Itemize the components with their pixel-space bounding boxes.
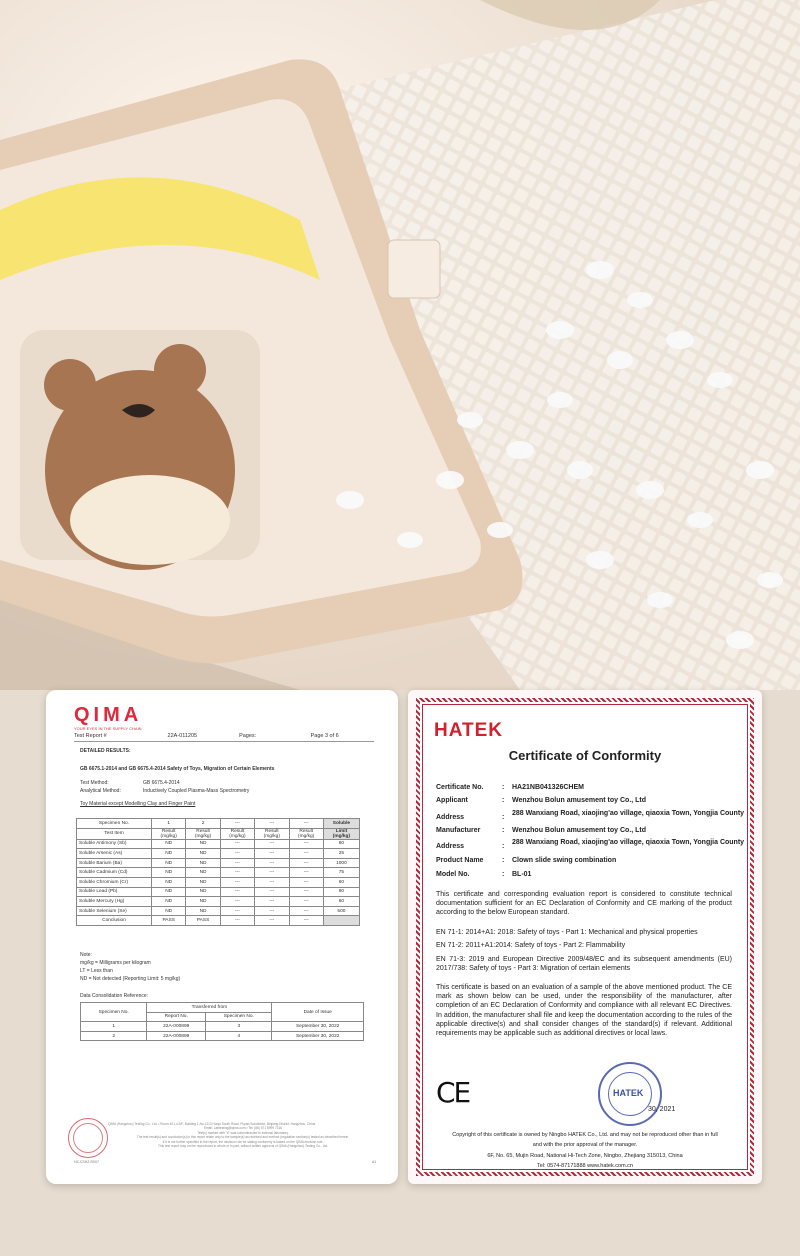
- result-cell: ---: [220, 887, 254, 897]
- result-cell: ND: [152, 877, 186, 887]
- footer-line: This test report may not be reproduced in whole or in part, without written approval of QIMA (Hangzhou) Testing Co., Ltd.: [157, 1144, 329, 1149]
- table-row: [77, 828, 360, 839]
- hatek-certificate: [408, 690, 762, 1184]
- result-label: Result: [265, 828, 279, 834]
- table-row: [77, 858, 360, 868]
- conclusion-cell: PASS: [186, 916, 220, 926]
- results-table: [76, 818, 360, 926]
- report-label: Test Report #: [74, 733, 107, 739]
- table-row: [77, 897, 360, 907]
- result-label: Result: [299, 828, 313, 834]
- limit-cell: 1000: [323, 858, 359, 868]
- form-code: HZ-CSHZ-R007: [74, 1160, 99, 1164]
- unit-label: (mg/kg): [263, 833, 280, 839]
- standard-line: EN 71-2: 2011+A1:2014: Safety of toys - Part 2: Flammability: [436, 942, 626, 949]
- table-row: [81, 1031, 364, 1041]
- field-colon: :: [502, 857, 505, 864]
- pages-label: Pages:: [239, 733, 257, 739]
- result-cell: ---: [255, 906, 289, 916]
- specimen-col: ---: [255, 819, 289, 829]
- detailed-results-heading: DETAILED RESULTS:: [80, 748, 131, 754]
- note-label: Note:: [80, 952, 92, 958]
- result-cell: ND: [152, 887, 186, 897]
- table-row: [81, 1003, 364, 1013]
- field-key: Model No.: [436, 871, 470, 878]
- result-cell: ---: [220, 849, 254, 859]
- test-item-header: Test Item: [77, 828, 152, 839]
- unit-label: (mg/kg): [298, 833, 315, 839]
- cons-cell: September 30, 2022: [272, 1022, 364, 1032]
- result-cell: ---: [255, 868, 289, 878]
- unit-label: (mg/kg): [229, 833, 246, 839]
- standard-title: GB 6675.1-2014 and GB 6675.4-2014 Safety of Toys, Migration of Certain Elements: [80, 766, 275, 772]
- unit-label: (mg/kg): [160, 833, 177, 839]
- result-cell: ---: [255, 897, 289, 907]
- result-cell: ND: [186, 868, 220, 878]
- limit-cell: 500: [323, 906, 359, 916]
- conclusion-cell: PASS: [152, 916, 186, 926]
- result-cell: ---: [220, 897, 254, 907]
- field-value: 288 Wanxiang Road, xiaojing'ao village, qiaoxia Town, Yongjia County: [512, 810, 745, 817]
- footer-line: Test(s) marked with "#" was subcontracted to external laboratory.: [197, 1130, 289, 1135]
- result-header: [186, 828, 220, 839]
- footer-line: Email: Labtesting@qima.com • Tel: (86) 571 8999 7316: [203, 1126, 282, 1131]
- result-cell: ---: [289, 877, 323, 887]
- field-colon: :: [502, 871, 505, 878]
- table-row: [77, 906, 360, 916]
- result-cell: ---: [255, 887, 289, 897]
- cons-cell: 22A-000899: [147, 1031, 206, 1041]
- result-cell: ND: [152, 906, 186, 916]
- page-code: A1: [372, 1160, 377, 1164]
- col-specimen: Specimen No.: [81, 1003, 147, 1022]
- field-colon: :: [502, 797, 505, 804]
- certificate-paragraph: This certificate is based on an evaluation of a sample of the above mentioned product. The CE mark as shown below can be used, under the responsibility of the manufacturer, after completion of an EC Declaration of Conformity and compliance with all relevant EC Directives. In addition, the manufacturer shall file and keep the documentation according to the rules of the applicable directive(s) and shall consider changes of the standard(s) if relevant. Additional requirements may be applicable such as additional directives or local laws.: [436, 984, 732, 1038]
- col-transferred: Transferred from: [147, 1003, 272, 1013]
- result-label: Result: [161, 828, 176, 834]
- field-value: HA21NB041326CHEM: [512, 784, 584, 791]
- result-cell: ---: [220, 868, 254, 878]
- test-item-cell: Soluble Lead (Pb): [77, 887, 152, 897]
- ce-mark: CE: [436, 1076, 470, 1109]
- test-method-label: Test Method:: [80, 780, 109, 786]
- result-cell: ---: [255, 839, 289, 849]
- certificate-title: Certificate of Conformity: [508, 748, 662, 763]
- limit-header: [323, 828, 359, 839]
- hatek-logo: HATEK: [434, 720, 504, 741]
- soluble-header: Soluble: [323, 819, 359, 829]
- result-cell: ND: [152, 897, 186, 907]
- qima-test-report: [46, 690, 398, 1184]
- table-row: [77, 839, 360, 849]
- specimen-col: 1: [152, 819, 186, 829]
- footer-line: Copyright of this certificate is owned by Ningbo HATEK Co., Ltd. and may not be reproduced other than in full: [452, 1132, 718, 1138]
- result-cell: ---: [289, 849, 323, 859]
- test-item-cell: Soluble Arsenic (As): [77, 849, 152, 859]
- table-row: [77, 916, 360, 926]
- specimen-col: ---: [289, 819, 323, 829]
- limit-cell: 60: [323, 897, 359, 907]
- field-value: BL-01: [512, 871, 532, 878]
- result-cell: ND: [186, 877, 220, 887]
- footer-line: QIMA (Hangzhou) Testing Co., Ltd. • Room 401,4-5/F, Building 1,No.1213 Huoju South Road, Puyan Subdistrict, Binjiang District, Hangzhou, China: [108, 1122, 316, 1126]
- table-row: [77, 877, 360, 887]
- conclusion-cell: ---: [289, 916, 323, 926]
- result-cell: ND: [152, 849, 186, 859]
- limit-cell: 75: [323, 868, 359, 878]
- report-header: [74, 733, 374, 742]
- report-number: 22A-011205: [167, 733, 198, 739]
- result-cell: ---: [220, 877, 254, 887]
- col-report: Report No.: [147, 1012, 206, 1022]
- result-cell: ---: [289, 868, 323, 878]
- result-cell: ---: [255, 849, 289, 859]
- analytical-method-value: Inductively Coupled Plasma-Mass Spectrometry: [143, 788, 250, 794]
- field-colon: :: [502, 827, 505, 834]
- certificate-paragraph: This certificate and corresponding evaluation report is considered to constitute technical documentation sufficient for an EC Declaration of Conformity and CE marking of the product according to the below European standard.: [436, 891, 732, 917]
- col-date: Date of Issue: [272, 1003, 364, 1022]
- result-header: [220, 828, 254, 839]
- field-key: Applicant: [436, 797, 468, 804]
- footer-line: 6F, No. 65, Mujin Road, National Hi-Tech Zone, Ningbo, Zhejiang 315013, China: [487, 1153, 683, 1159]
- issue-date: 30, 2021: [648, 1106, 676, 1113]
- result-cell: ND: [152, 868, 186, 878]
- stamp-text: HATEK: [613, 1088, 644, 1098]
- cons-cell: 22A-000899: [147, 1022, 206, 1032]
- specimen-col: 2: [186, 819, 220, 829]
- material-heading: Toy Material except Modelling Clay and Finger Paint: [80, 801, 196, 807]
- cons-cell: 1: [81, 1022, 147, 1032]
- result-cell: ---: [255, 877, 289, 887]
- result-cell: ND: [186, 906, 220, 916]
- result-cell: ND: [152, 839, 186, 849]
- qima-tagline: YOUR EYES IN THE SUPPLY CHAIN: [74, 726, 142, 731]
- field-value: 288 Wanxiang Road, xiaojing'ao village, qiaoxia Town, Yongjia County: [512, 839, 745, 846]
- field-colon: :: [502, 784, 505, 791]
- result-cell: ---: [289, 839, 323, 849]
- result-cell: ---: [220, 839, 254, 849]
- conclusion-cell: ---: [255, 916, 289, 926]
- footer-line: If it is not further specified in the report, the decision rule for stating conformity is based on the QIMA decision rule.: [162, 1139, 324, 1144]
- cons-cell: 4: [206, 1031, 272, 1041]
- report-footer: [108, 1122, 378, 1148]
- field-colon: :: [502, 843, 505, 850]
- qima-logo: QIMA: [74, 704, 143, 726]
- result-cell: ---: [220, 906, 254, 916]
- result-cell: ---: [289, 887, 323, 897]
- result-cell: ---: [289, 897, 323, 907]
- field-key: Product Name: [436, 857, 484, 864]
- field-colon: :: [502, 814, 505, 821]
- result-cell: ---: [289, 906, 323, 916]
- limit-cell: 60: [323, 839, 359, 849]
- result-cell: ND: [186, 887, 220, 897]
- consolidation-heading: Data Consolidation Reference:: [80, 993, 149, 999]
- cons-cell: 3: [206, 1022, 272, 1032]
- consolidation-table: [80, 1002, 364, 1041]
- result-cell: ND: [186, 849, 220, 859]
- col-specimen-2: Specimen No.: [206, 1012, 272, 1022]
- test-item-cell: Soluble Mercury (Hg): [77, 897, 152, 907]
- conclusion-limit-cell: [323, 916, 359, 926]
- field-value: Wenzhou Bolun amusement toy Co., Ltd: [512, 827, 647, 834]
- conclusion-label: Conclusion: [77, 916, 152, 926]
- test-item-cell: Soluble Barium (Ba): [77, 858, 152, 868]
- result-cell: ---: [220, 858, 254, 868]
- footer-line: The test result(s) and conclusion(s) in this report relate only to the sample(s) as received and method (regulation section(s) tested as described herein.: [136, 1135, 350, 1140]
- test-item-cell: Soluble Cadmium (Cd): [77, 868, 152, 878]
- specimen-header: Specimen No.: [77, 819, 152, 829]
- result-label: Result: [196, 828, 210, 834]
- conclusion-cell: ---: [220, 916, 254, 926]
- test-method-value: GB 6675.4-2014: [143, 780, 180, 786]
- result-cell: ---: [255, 858, 289, 868]
- table-row: [77, 868, 360, 878]
- limit-cell: 90: [323, 887, 359, 897]
- note-line: LT = Less than: [80, 968, 113, 974]
- footer-line: and with the prior approval of the manager.: [532, 1142, 638, 1148]
- red-seal-stamp: [68, 1118, 108, 1158]
- table-row: [77, 819, 360, 829]
- limit-cell: 60: [323, 877, 359, 887]
- table-row: [77, 887, 360, 897]
- cons-cell: September 30, 2022: [272, 1031, 364, 1041]
- limit-label: Limit: [335, 828, 348, 834]
- field-key: Address: [436, 843, 465, 850]
- field-key: Manufacturer: [436, 827, 481, 834]
- field-key: Address: [436, 814, 465, 821]
- table-row: [81, 1022, 364, 1032]
- standard-line: EN 71-3: 2019 and European Directive 2009/48/EC and its subsequent amendments (EU) 2017/738: Safety of toys - Part 3: Migration of certain elements: [436, 956, 732, 973]
- result-header: [289, 828, 323, 839]
- test-item-cell: Soluble Selenium (Se): [77, 906, 152, 916]
- result-cell: ND: [186, 839, 220, 849]
- result-cell: ---: [289, 858, 323, 868]
- unit-label: (mg/kg): [332, 833, 351, 839]
- test-item-cell: Soluble Chromium (Cr): [77, 877, 152, 887]
- footer-line: Tel: 0574-87171888 www.hatek.com.cn: [536, 1163, 633, 1169]
- specimen-col: ---: [220, 819, 254, 829]
- table-row: [77, 849, 360, 859]
- result-header: [152, 828, 186, 839]
- analytical-method-label: Analytical Method:: [80, 788, 121, 794]
- result-cell: ND: [186, 897, 220, 907]
- pages-value: Page 3 of 6: [310, 733, 339, 739]
- result-header: [255, 828, 289, 839]
- note-line: ND = Not detected (Reporting Limit: 5 mg/kg): [80, 976, 181, 982]
- field-value: Clown slide swing combination: [512, 857, 617, 864]
- result-cell: ND: [186, 858, 220, 868]
- limit-cell: 25: [323, 849, 359, 859]
- unit-label: (mg/kg): [194, 833, 212, 839]
- result-cell: ND: [152, 858, 186, 868]
- note-line: mg/kg = Milligrams per kilogram: [80, 960, 151, 966]
- cons-cell: 2: [81, 1031, 147, 1041]
- field-value: Wenzhou Bolun amusement toy Co., Ltd: [512, 797, 647, 804]
- standard-line: EN 71-1: 2014+A1: 2018: Safety of toys - Part 1: Mechanical and physical properties: [436, 929, 698, 936]
- test-item-cell: Soluble Antimony (Sb): [77, 839, 152, 849]
- field-key: Certificate No.: [436, 784, 484, 791]
- result-label: Result: [230, 828, 245, 834]
